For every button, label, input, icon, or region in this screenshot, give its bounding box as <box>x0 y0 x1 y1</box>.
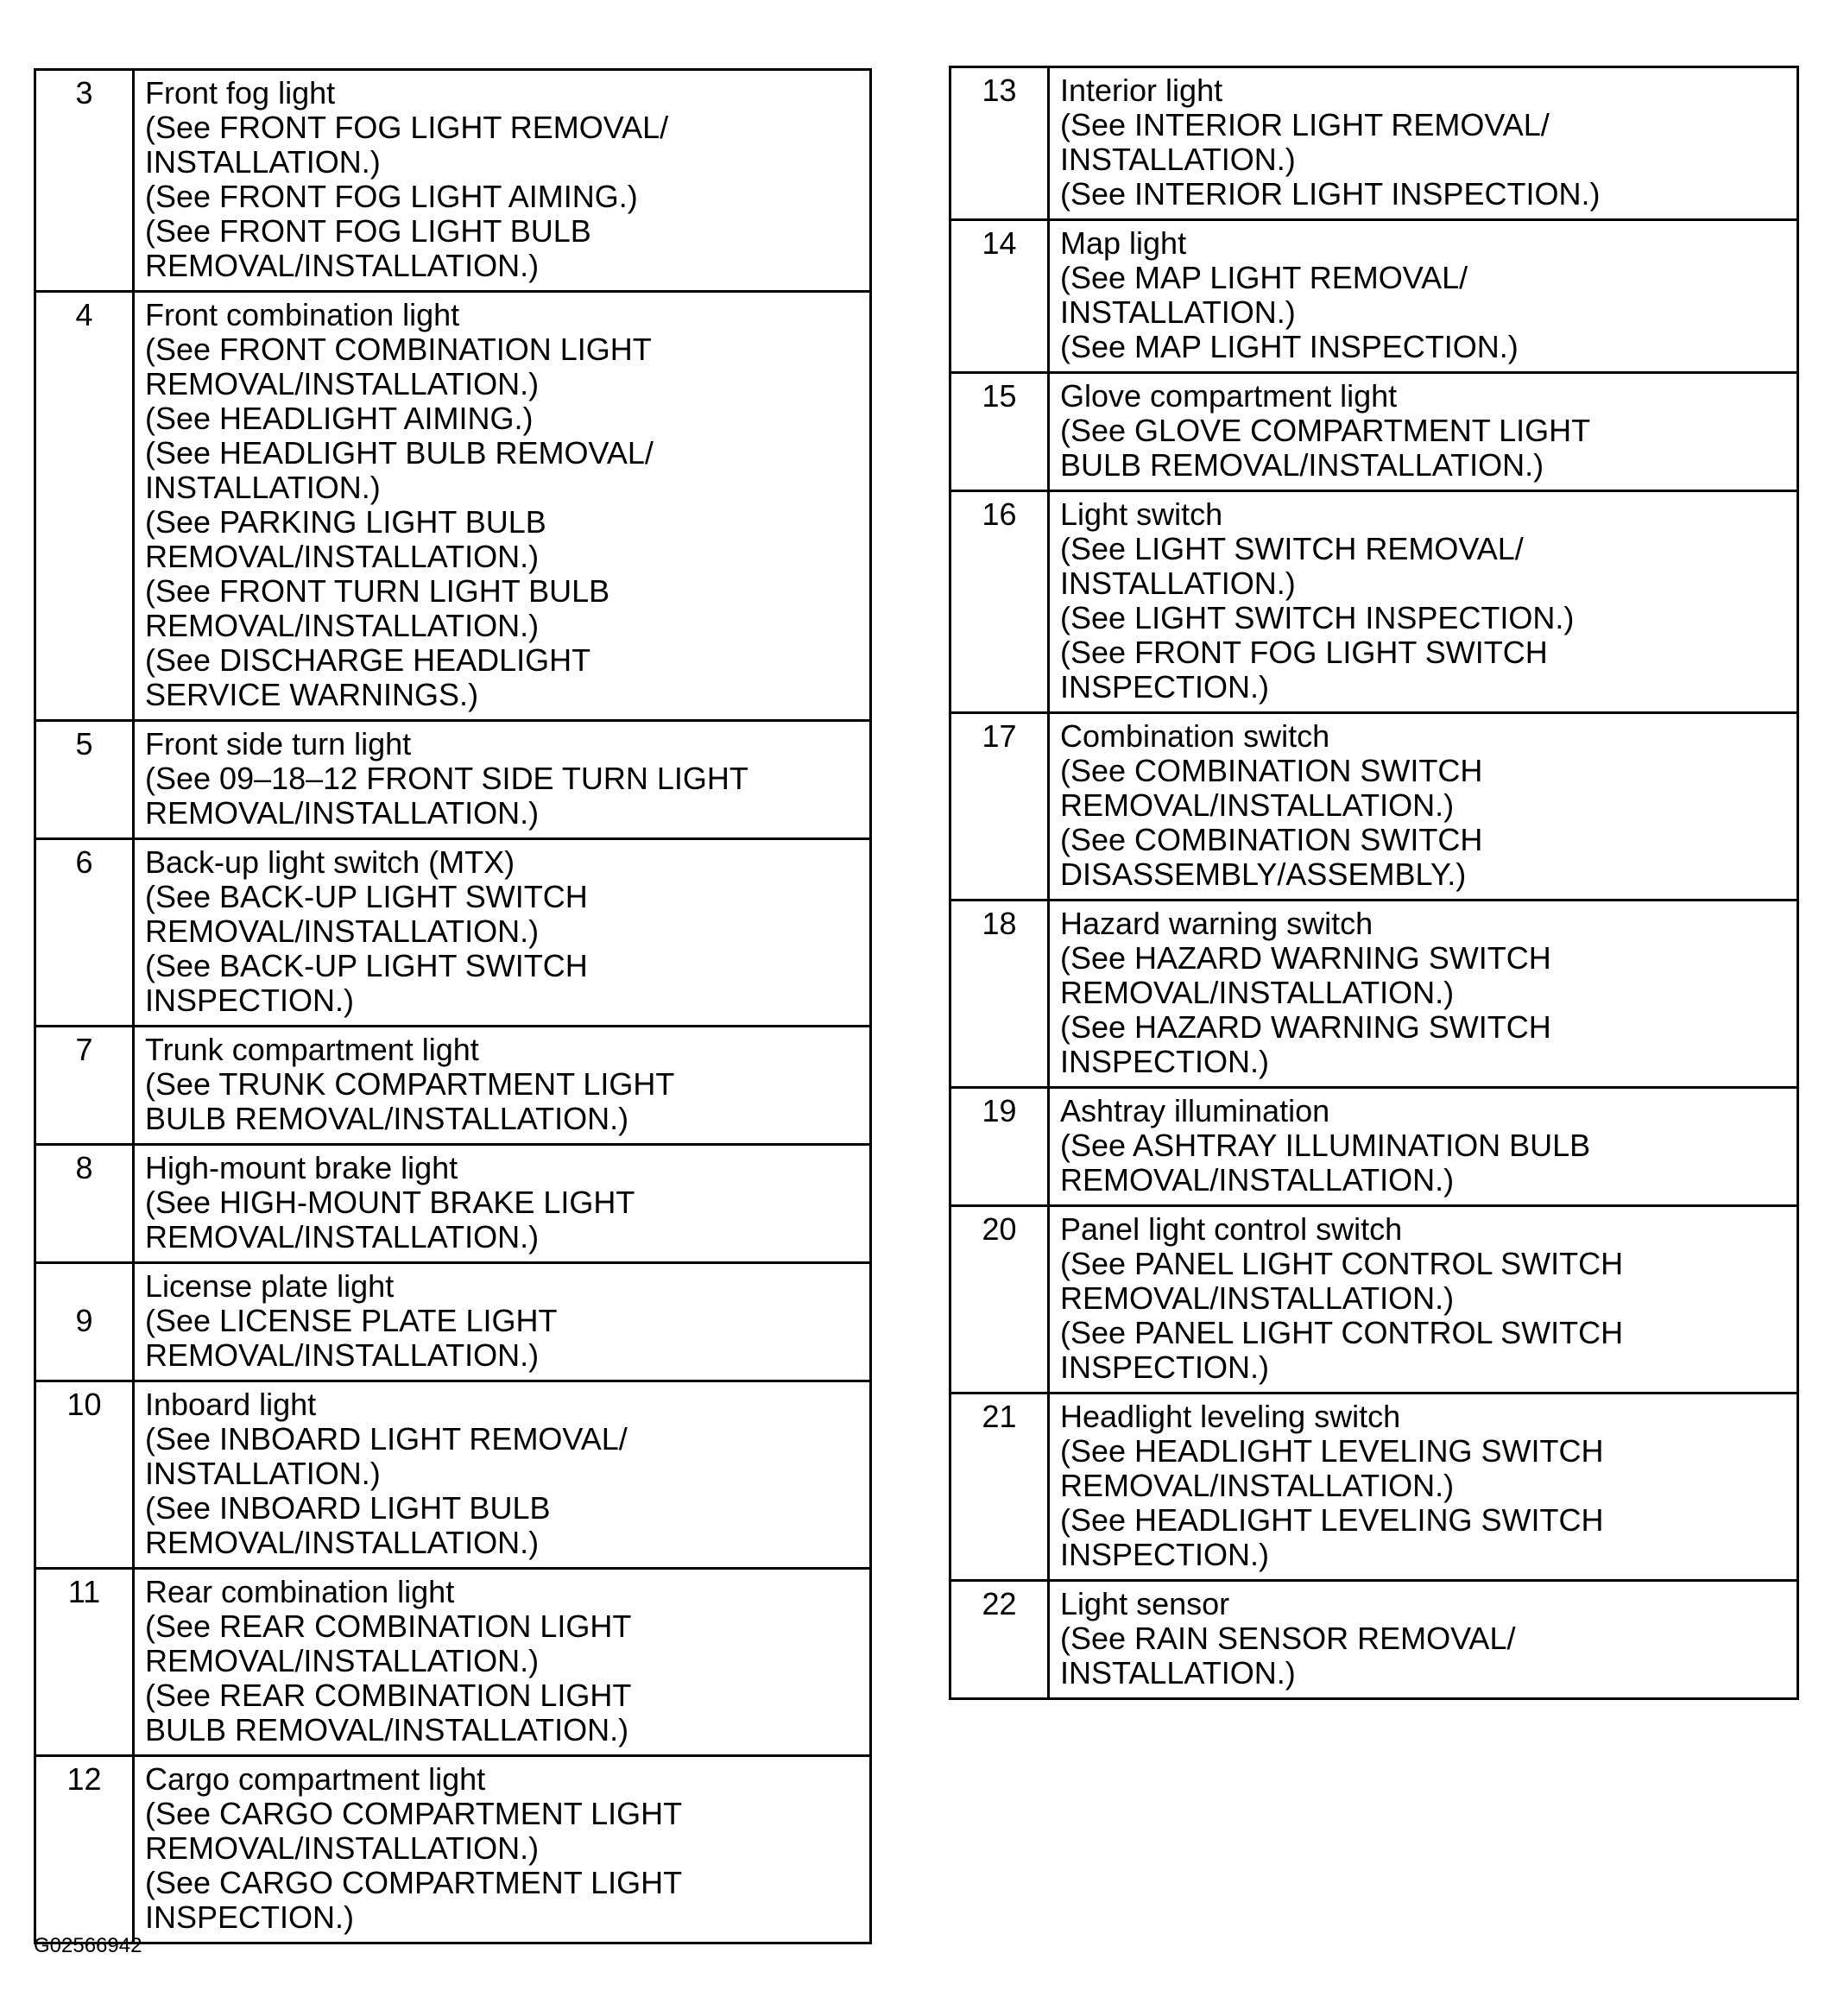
table-row <box>35 1145 871 1263</box>
item-reference: (See HEADLIGHT AIMING.) <box>145 401 534 436</box>
item-reference: (See HIGH-MOUNT BRAKE LIGHT <box>145 1185 635 1220</box>
item-description <box>134 1263 871 1381</box>
item-number: 21 <box>950 1394 1049 1581</box>
item-number: 5 <box>35 721 134 839</box>
item-reference: (See REAR COMBINATION LIGHT <box>145 1678 632 1713</box>
item-reference: (See CARGO COMPARTMENT LIGHT <box>145 1796 683 1831</box>
item-reference: (See FRONT FOG LIGHT REMOVAL/ <box>145 110 669 145</box>
table-row <box>35 1569 871 1756</box>
figure-id: G02566942 <box>34 1934 142 1957</box>
item-reference: (See HAZARD WARNING SWITCH <box>1060 1009 1551 1045</box>
item-number: 18 <box>950 901 1049 1088</box>
table-row <box>950 67 1798 220</box>
item-title: Interior light <box>1060 73 1223 108</box>
item-reference: (See MAP LIGHT REMOVAL/ <box>1060 260 1468 295</box>
item-reference: (See LIGHT SWITCH REMOVAL/ <box>1060 531 1524 566</box>
item-description <box>134 1756 871 1943</box>
item-reference: REMOVAL/INSTALLATION.) <box>145 1525 540 1560</box>
table-row <box>35 70 871 292</box>
item-description <box>134 70 871 292</box>
right-reference-table <box>949 66 1799 1700</box>
item-title: Trunk compartment light <box>145 1032 479 1067</box>
item-reference: (See FRONT FOG LIGHT BULB <box>145 213 591 249</box>
item-number: 16 <box>950 491 1049 713</box>
table-row <box>950 491 1798 713</box>
item-title: Front fog light <box>145 75 336 111</box>
item-reference: REMOVAL/INSTALLATION.) <box>145 1643 540 1678</box>
item-reference: (See FRONT FOG LIGHT AIMING.) <box>145 179 638 214</box>
item-reference: REMOVAL/INSTALLATION.) <box>145 248 540 283</box>
item-number: 13 <box>950 67 1049 220</box>
item-reference: INSTALLATION.) <box>145 144 381 180</box>
item-reference: REMOVAL/INSTALLATION.) <box>145 539 540 574</box>
item-reference: BULB REMOVAL/INSTALLATION.) <box>1060 447 1544 483</box>
item-reference: REMOVAL/INSTALLATION.) <box>145 795 540 831</box>
item-reference: (See HEADLIGHT LEVELING SWITCH <box>1060 1502 1604 1538</box>
item-reference: INSTALLATION.) <box>1060 142 1296 177</box>
item-reference: (See INTERIOR LIGHT INSPECTION.) <box>1060 176 1601 212</box>
item-reference: INSPECTION.) <box>1060 1349 1270 1385</box>
table-row <box>950 901 1798 1088</box>
item-title: Glove compartment light <box>1060 378 1398 414</box>
item-description <box>1049 1088 1798 1206</box>
table-row <box>950 1394 1798 1581</box>
table-row <box>950 1581 1798 1699</box>
item-reference: (See COMBINATION SWITCH <box>1060 753 1483 788</box>
item-title: Inboard light <box>145 1387 317 1422</box>
item-description <box>134 292 871 721</box>
table-row <box>950 220 1798 373</box>
item-reference: REMOVAL/INSTALLATION.) <box>145 913 540 949</box>
item-reference: REMOVAL/INSTALLATION.) <box>1060 1162 1455 1198</box>
item-reference: INSTALLATION.) <box>145 1456 381 1491</box>
item-reference: INSPECTION.) <box>1060 669 1270 705</box>
item-description <box>134 1569 871 1756</box>
item-description <box>134 1381 871 1569</box>
item-reference: (See MAP LIGHT INSPECTION.) <box>1060 329 1519 364</box>
left-table-body <box>35 70 871 1943</box>
item-reference: INSTALLATION.) <box>1060 294 1296 330</box>
item-number: 6 <box>35 839 134 1027</box>
table-row <box>35 1756 871 1943</box>
item-reference: (See HEADLIGHT LEVELING SWITCH <box>1060 1433 1604 1469</box>
item-reference: (See DISCHARGE HEADLIGHT <box>145 642 591 678</box>
item-title: Light sensor <box>1060 1586 1230 1621</box>
item-title: License plate light <box>145 1268 395 1304</box>
item-reference: (See INTERIOR LIGHT REMOVAL/ <box>1060 107 1550 142</box>
right-table-body <box>950 67 1798 1699</box>
item-number: 14 <box>950 220 1049 373</box>
item-title: Back-up light switch (MTX) <box>145 844 515 880</box>
item-title: High-mount brake light <box>145 1150 458 1185</box>
item-description <box>134 721 871 839</box>
item-reference: INSTALLATION.) <box>145 470 381 505</box>
item-number: 10 <box>35 1381 134 1569</box>
item-reference: (See BACK-UP LIGHT SWITCH <box>145 879 588 914</box>
item-number: 3 <box>35 70 134 292</box>
item-reference: INSPECTION.) <box>145 1899 355 1935</box>
item-reference: REMOVAL/INSTALLATION.) <box>1060 1468 1455 1503</box>
item-title: Cargo compartment light <box>145 1761 486 1797</box>
item-reference: (See GLOVE COMPARTMENT LIGHT <box>1060 413 1591 448</box>
item-reference: (See PARKING LIGHT BULB <box>145 504 546 540</box>
item-number: 22 <box>950 1581 1049 1699</box>
item-reference: REMOVAL/INSTALLATION.) <box>1060 787 1455 823</box>
item-reference: (See PANEL LIGHT CONTROL SWITCH <box>1060 1246 1624 1281</box>
item-reference: (See INBOARD LIGHT BULB <box>145 1490 551 1526</box>
item-reference: (See TRUNK COMPARTMENT LIGHT <box>145 1066 675 1102</box>
item-description <box>1049 1394 1798 1581</box>
item-title: Rear combination light <box>145 1574 455 1609</box>
item-reference: INSPECTION.) <box>1060 1044 1270 1079</box>
table-row <box>35 1381 871 1569</box>
item-reference: (See CARGO COMPARTMENT LIGHT <box>145 1865 683 1900</box>
item-reference: (See INBOARD LIGHT REMOVAL/ <box>145 1421 628 1457</box>
item-number: 20 <box>950 1206 1049 1394</box>
item-title: Headlight leveling switch <box>1060 1399 1401 1434</box>
left-reference-table <box>34 68 872 1944</box>
item-title: Front side turn light <box>145 726 412 762</box>
item-number: 12 <box>35 1756 134 1943</box>
item-title: Combination switch <box>1060 718 1330 754</box>
item-reference: INSTALLATION.) <box>1060 1655 1296 1691</box>
item-description <box>1049 67 1798 220</box>
item-reference: DISASSEMBLY/ASSEMBLY.) <box>1060 856 1467 892</box>
item-description <box>1049 220 1798 373</box>
item-description <box>1049 373 1798 491</box>
item-title: Panel light control switch <box>1060 1211 1403 1247</box>
item-number: 19 <box>950 1088 1049 1206</box>
table-row <box>950 1206 1798 1394</box>
item-reference: REMOVAL/INSTALLATION.) <box>145 366 540 401</box>
item-title: Map light <box>1060 225 1187 261</box>
item-number: 17 <box>950 713 1049 901</box>
item-number: 15 <box>950 373 1049 491</box>
item-reference: REMOVAL/INSTALLATION.) <box>145 1337 540 1373</box>
item-reference: (See FRONT TURN LIGHT BULB <box>145 573 610 609</box>
item-title: Hazard warning switch <box>1060 906 1373 941</box>
table-row <box>35 839 871 1027</box>
item-number: 8 <box>35 1145 134 1263</box>
item-reference: (See FRONT FOG LIGHT SWITCH <box>1060 635 1548 670</box>
item-reference: (See HEADLIGHT BULB REMOVAL/ <box>145 435 654 471</box>
item-reference: (See HAZARD WARNING SWITCH <box>1060 940 1551 976</box>
item-reference: (See BACK-UP LIGHT SWITCH <box>145 948 588 983</box>
item-number: 11 <box>35 1569 134 1756</box>
item-number: 9 <box>35 1263 134 1381</box>
table-row <box>950 373 1798 491</box>
item-description <box>134 839 871 1027</box>
item-reference: INSTALLATION.) <box>1060 566 1296 601</box>
item-title: Light switch <box>1060 496 1223 532</box>
table-row <box>950 1088 1798 1206</box>
item-reference: (See FRONT COMBINATION LIGHT <box>145 332 652 367</box>
item-description <box>1049 1206 1798 1394</box>
item-reference: REMOVAL/INSTALLATION.) <box>145 1830 540 1866</box>
item-reference: REMOVAL/INSTALLATION.) <box>1060 1280 1455 1316</box>
item-reference: SERVICE WARNINGS.) <box>145 677 479 712</box>
table-row <box>35 721 871 839</box>
item-reference: BULB REMOVAL/INSTALLATION.) <box>145 1712 629 1747</box>
item-reference: INSPECTION.) <box>145 983 355 1018</box>
item-description <box>1049 713 1798 901</box>
item-description <box>134 1027 871 1145</box>
item-reference: (See RAIN SENSOR REMOVAL/ <box>1060 1621 1516 1656</box>
item-reference: (See LICENSE PLATE LIGHT <box>145 1303 558 1338</box>
item-reference: (See PANEL LIGHT CONTROL SWITCH <box>1060 1315 1624 1350</box>
item-reference: BULB REMOVAL/INSTALLATION.) <box>145 1101 629 1136</box>
item-reference: (See COMBINATION SWITCH <box>1060 822 1483 857</box>
item-reference: REMOVAL/INSTALLATION.) <box>145 1219 540 1254</box>
item-reference: REMOVAL/INSTALLATION.) <box>145 608 540 643</box>
item-description <box>1049 901 1798 1088</box>
table-row <box>950 713 1798 901</box>
item-number: 4 <box>35 292 134 721</box>
item-reference: INSPECTION.) <box>1060 1537 1270 1572</box>
item-reference: (See ASHTRAY ILLUMINATION BULB <box>1060 1128 1591 1163</box>
item-reference: (See REAR COMBINATION LIGHT <box>145 1608 632 1644</box>
item-reference: (See LIGHT SWITCH INSPECTION.) <box>1060 600 1575 635</box>
item-description <box>134 1145 871 1263</box>
item-reference: REMOVAL/INSTALLATION.) <box>1060 975 1455 1010</box>
item-title: Ashtray illumination <box>1060 1093 1330 1128</box>
item-reference: (See 09–18–12 FRONT SIDE TURN LIGHT <box>145 761 748 796</box>
item-description <box>1049 1581 1798 1699</box>
item-title: Front combination light <box>145 297 460 332</box>
table-row <box>35 292 871 721</box>
table-row <box>35 1027 871 1145</box>
item-number: 7 <box>35 1027 134 1145</box>
table-row <box>35 1263 871 1381</box>
item-description <box>1049 491 1798 713</box>
